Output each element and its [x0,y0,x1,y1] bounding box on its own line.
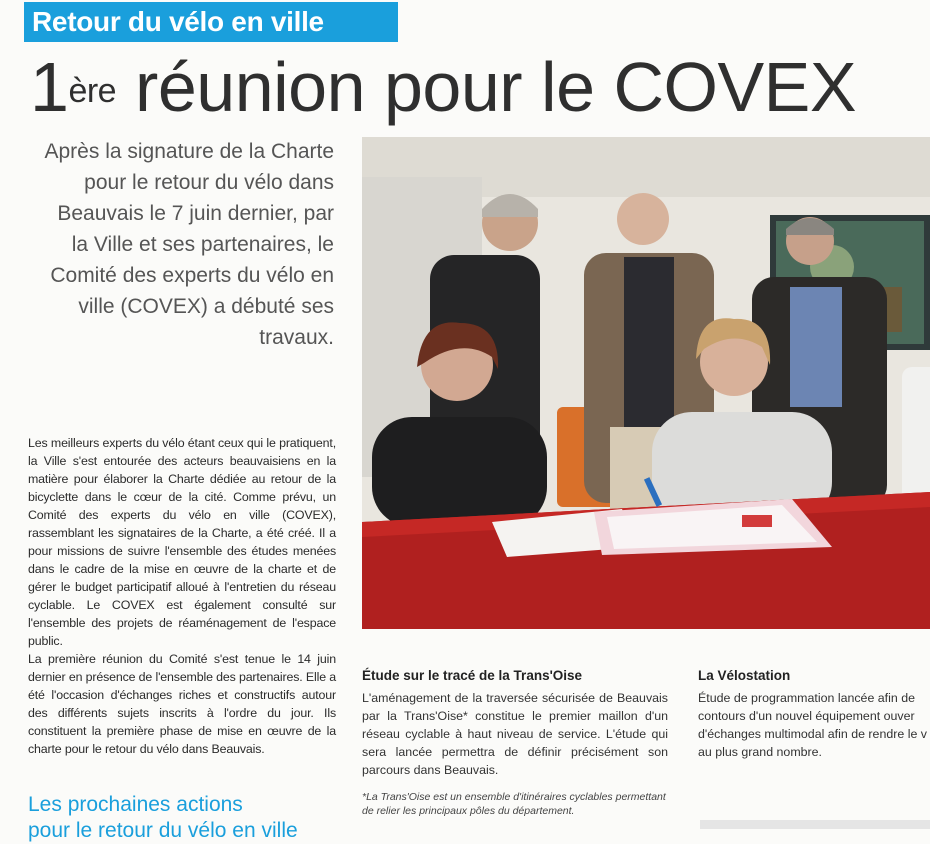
headline-sup: ère [68,72,117,110]
page-title [30,42,910,132]
trans-oise-title: Étude sur le tracé de la Trans'Oise [362,668,583,683]
headline-rest: réunion pour le COVEX [116,48,857,126]
body-paragraph-1: Les meilleurs experts du vélo étant ceux qui le pratiquent, la Ville s'est entourée des acteurs beauvaisiens en la matière pour élaborer la Charte dédiée au retour de la bicyclette dans le cœur de la cité. Comme prévu, un Comité des experts du vélo en ville (COVEX), rassemblant les signataires de la Charte, a été créé. Il a pour missions de suivre l'ensemble des études menées dans le cadre de la mise en œuvre de la charte et de gérer le budget participatif alloué à l'entretien du réseau cyclable. Le COVEX est également consulté sur l'ensemble des projets de réaménagement de l'espace public. [28,436,336,648]
velostation-title: La Vélostation [698,668,791,683]
body-paragraph-2: La première réunion du Comité s'est tenue le 14 juin dernier en présence de l'ensemble des partenaires. Elle a été l'occasion d'échanges riches et constructifs autour des différents sujets inscrits à l'ordre du jour. Ils constituent la première phase de mise en œuvre de la charte pour le retour du vélo dans Beauvais. [28,652,336,756]
trans-oise-text: L'aménagement de la traversée sécurisée de Beauvais par la Trans'Oise* constitue le premier maillon d'un réseau cyclable à haut niveau de service. L'étude qui sera lancée permettra de définir précisément son parcours dans Beauvais. [362,691,668,777]
trans-oise-footnote: *La Trans'Oise est un ensemble d'itinéraires cyclables permettant de relier les principaux pôles du département. [362,791,666,817]
meeting-photo [362,137,930,629]
intro-paragraph: Après la signature de la Charte pour le retour du vélo dans Beauvais le 7 juin dernier, par la Ville et ses partenaires, le Comité des experts du vélo en ville (COVEX) a débuté ses travaux. [44,140,334,349]
section-tag: Retour du vélo en ville [24,2,398,42]
section-subheading: Les prochaines actions [28,793,243,816]
section-subheading-line-2: pour le retour du vélo en ville [28,819,298,842]
photo-meeting-illustration [362,137,930,629]
headline-prefix: 1 [30,48,69,126]
article-body [28,434,336,758]
bottom-divider [700,820,930,829]
velostation-text: Étude de programmation lancée afin de contours d'un nouvel équipement ouver d'échanges multimodal afin de rendre le v au plus grand nombre. [698,691,927,759]
